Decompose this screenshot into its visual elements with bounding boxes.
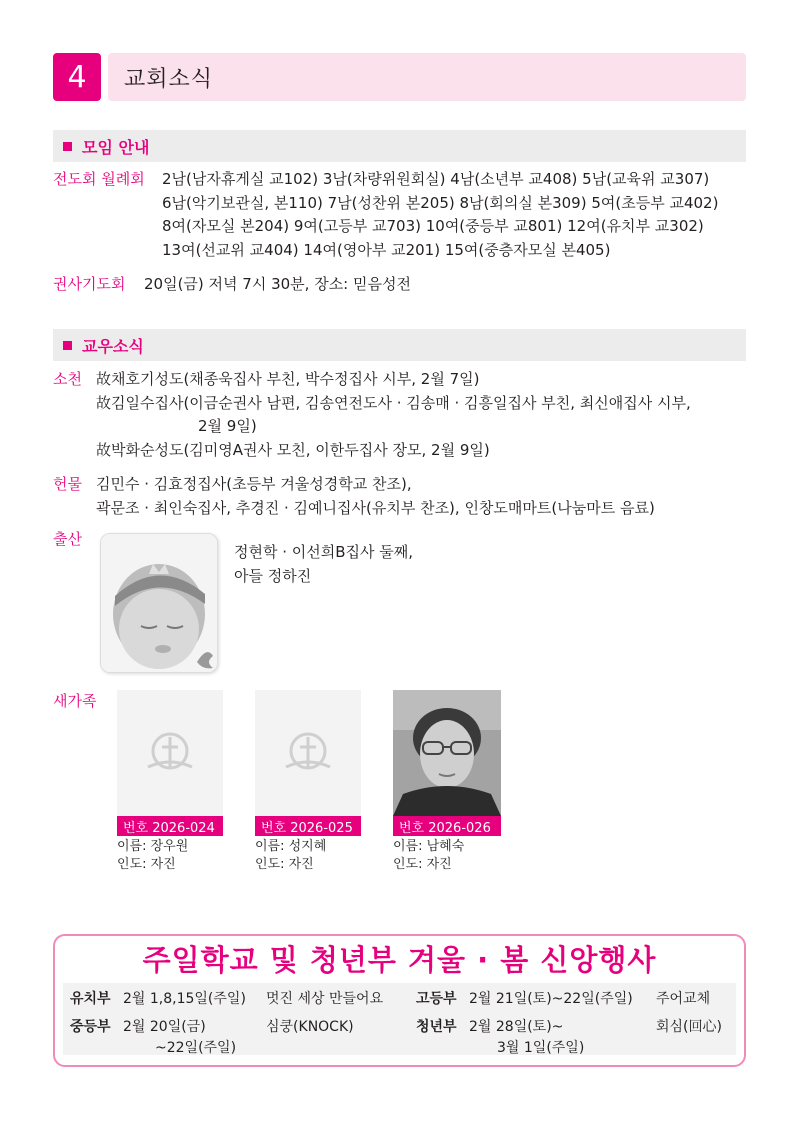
section-header-meetings — [53, 130, 746, 162]
event-dept: 중등부 — [70, 1019, 111, 1035]
event-dept: 유치부 — [70, 991, 111, 1007]
donation-line: 김민수 · 김효정집사(초등부 겨울성경학교 찬조), — [96, 475, 412, 493]
newcomer-portrait-photo — [393, 690, 501, 816]
passing-line: 故김일수집사(이금순권사 남편, 김송연전도사 · 김송매 · 김흥일집사 부친, 최신애집사 시부, — [96, 393, 691, 412]
event-date: 2월 1,8,15일(주일) — [123, 991, 246, 1007]
event-name: 멋진 세상 만들어요 — [266, 991, 384, 1007]
event-dept: 청년부 — [416, 1019, 457, 1035]
event-title: 주일학교 및 청년부 겨울 · 봄 신앙행사 — [142, 943, 657, 977]
meeting-line: 6남(악기보관실, 본110) 7남(성찬위 본205) 8남(회의실 본309) 5여(초등부 교402) — [162, 193, 719, 212]
donation-line: 곽문조 · 최인숙집사, 추경진 · 김예니집사(유치부 찬조), 인창도매마트(나눔마트 음료) — [96, 498, 655, 517]
church-logo-icon — [278, 723, 338, 783]
square-bullet-icon — [63, 142, 72, 151]
label-prayer-meeting: 권사기도회 — [53, 275, 126, 293]
section-number: 4 — [53, 53, 101, 101]
newcomer-photo-placeholder — [255, 690, 361, 816]
section-title: 모임 안내 — [82, 137, 150, 157]
label-birth: 출산 — [53, 530, 82, 548]
newcomer-guide: 인도: 자진 — [255, 857, 314, 872]
event-date-cont: ~22일(주일) — [155, 1040, 237, 1056]
portrait-image — [393, 690, 501, 816]
newcomer-number-tag: 번호 2026-024 — [117, 816, 223, 836]
newcomer-number-tag: 번호 2026-026 — [393, 816, 501, 836]
meeting-line: 13여(선교위 교404) 14여(영아부 교201) 15여(중층자모실 본405) — [162, 240, 611, 259]
section-title: 교우소식 — [82, 336, 144, 356]
section-header-member-news — [53, 329, 746, 361]
square-bullet-icon — [63, 341, 72, 350]
event-date: 2월 28일(토)~ — [469, 1019, 564, 1035]
prayer-meeting-info: 20일(금) 저녁 7시 30분, 장소: 믿음성전 — [144, 275, 411, 293]
event-name: 회심(回心) — [656, 1019, 722, 1035]
event-name: 심쿵(KNOCK) — [266, 1019, 354, 1035]
passing-line: 2월 9일) — [198, 417, 257, 435]
newcomer-name: 이름: 남혜숙 — [393, 839, 465, 854]
label-donation: 헌물 — [53, 475, 82, 493]
event-date-cont: 3월 1일(주일) — [497, 1040, 585, 1056]
newcomer-name: 이름: 장우원 — [117, 839, 189, 854]
birth-line: 아들 정하진 — [234, 566, 312, 585]
baby-photo — [100, 533, 218, 673]
passing-line: 故채호기성도(채종욱집사 부친, 박수정집사 시부, 2월 7일) — [96, 370, 480, 388]
passing-line: 故박화순성도(김미영A권사 모친, 이한두집사 장모, 2월 9일) — [96, 440, 490, 459]
meeting-line: 2남(남자휴게실 교102) 3남(차량위원회실) 4남(소년부 교408) 5남(교육위 교307) — [162, 170, 710, 188]
event-date: 2월 20일(금) — [123, 1019, 206, 1035]
label-passing: 소천 — [53, 370, 82, 388]
newcomer-photo-placeholder — [117, 690, 223, 816]
newcomer-guide: 인도: 자진 — [393, 857, 452, 872]
newcomer-number-tag: 번호 2026-025 — [255, 816, 361, 836]
meeting-line: 8여(자모실 본204) 9여(고등부 교703) 10여(중등부 교801) 12여(유치부 교302) — [162, 217, 704, 235]
church-logo-icon — [140, 723, 200, 783]
page-title: 교회소식 — [124, 66, 214, 92]
newcomer-name: 이름: 성지혜 — [255, 839, 327, 854]
label-new-family: 새가족 — [53, 692, 97, 710]
label-mission-meeting: 전도회 월례회 — [53, 170, 145, 188]
event-date: 2월 21일(토)~22일(주일) — [469, 991, 633, 1007]
event-name: 주어교체 — [656, 991, 711, 1007]
newcomer-guide: 인도: 자진 — [117, 857, 176, 872]
birth-line: 정현학 · 이선희B집사 둘째, — [234, 543, 414, 561]
baby-photo-image — [101, 534, 218, 673]
page-title-bar — [108, 53, 746, 101]
event-dept: 고등부 — [416, 991, 457, 1007]
